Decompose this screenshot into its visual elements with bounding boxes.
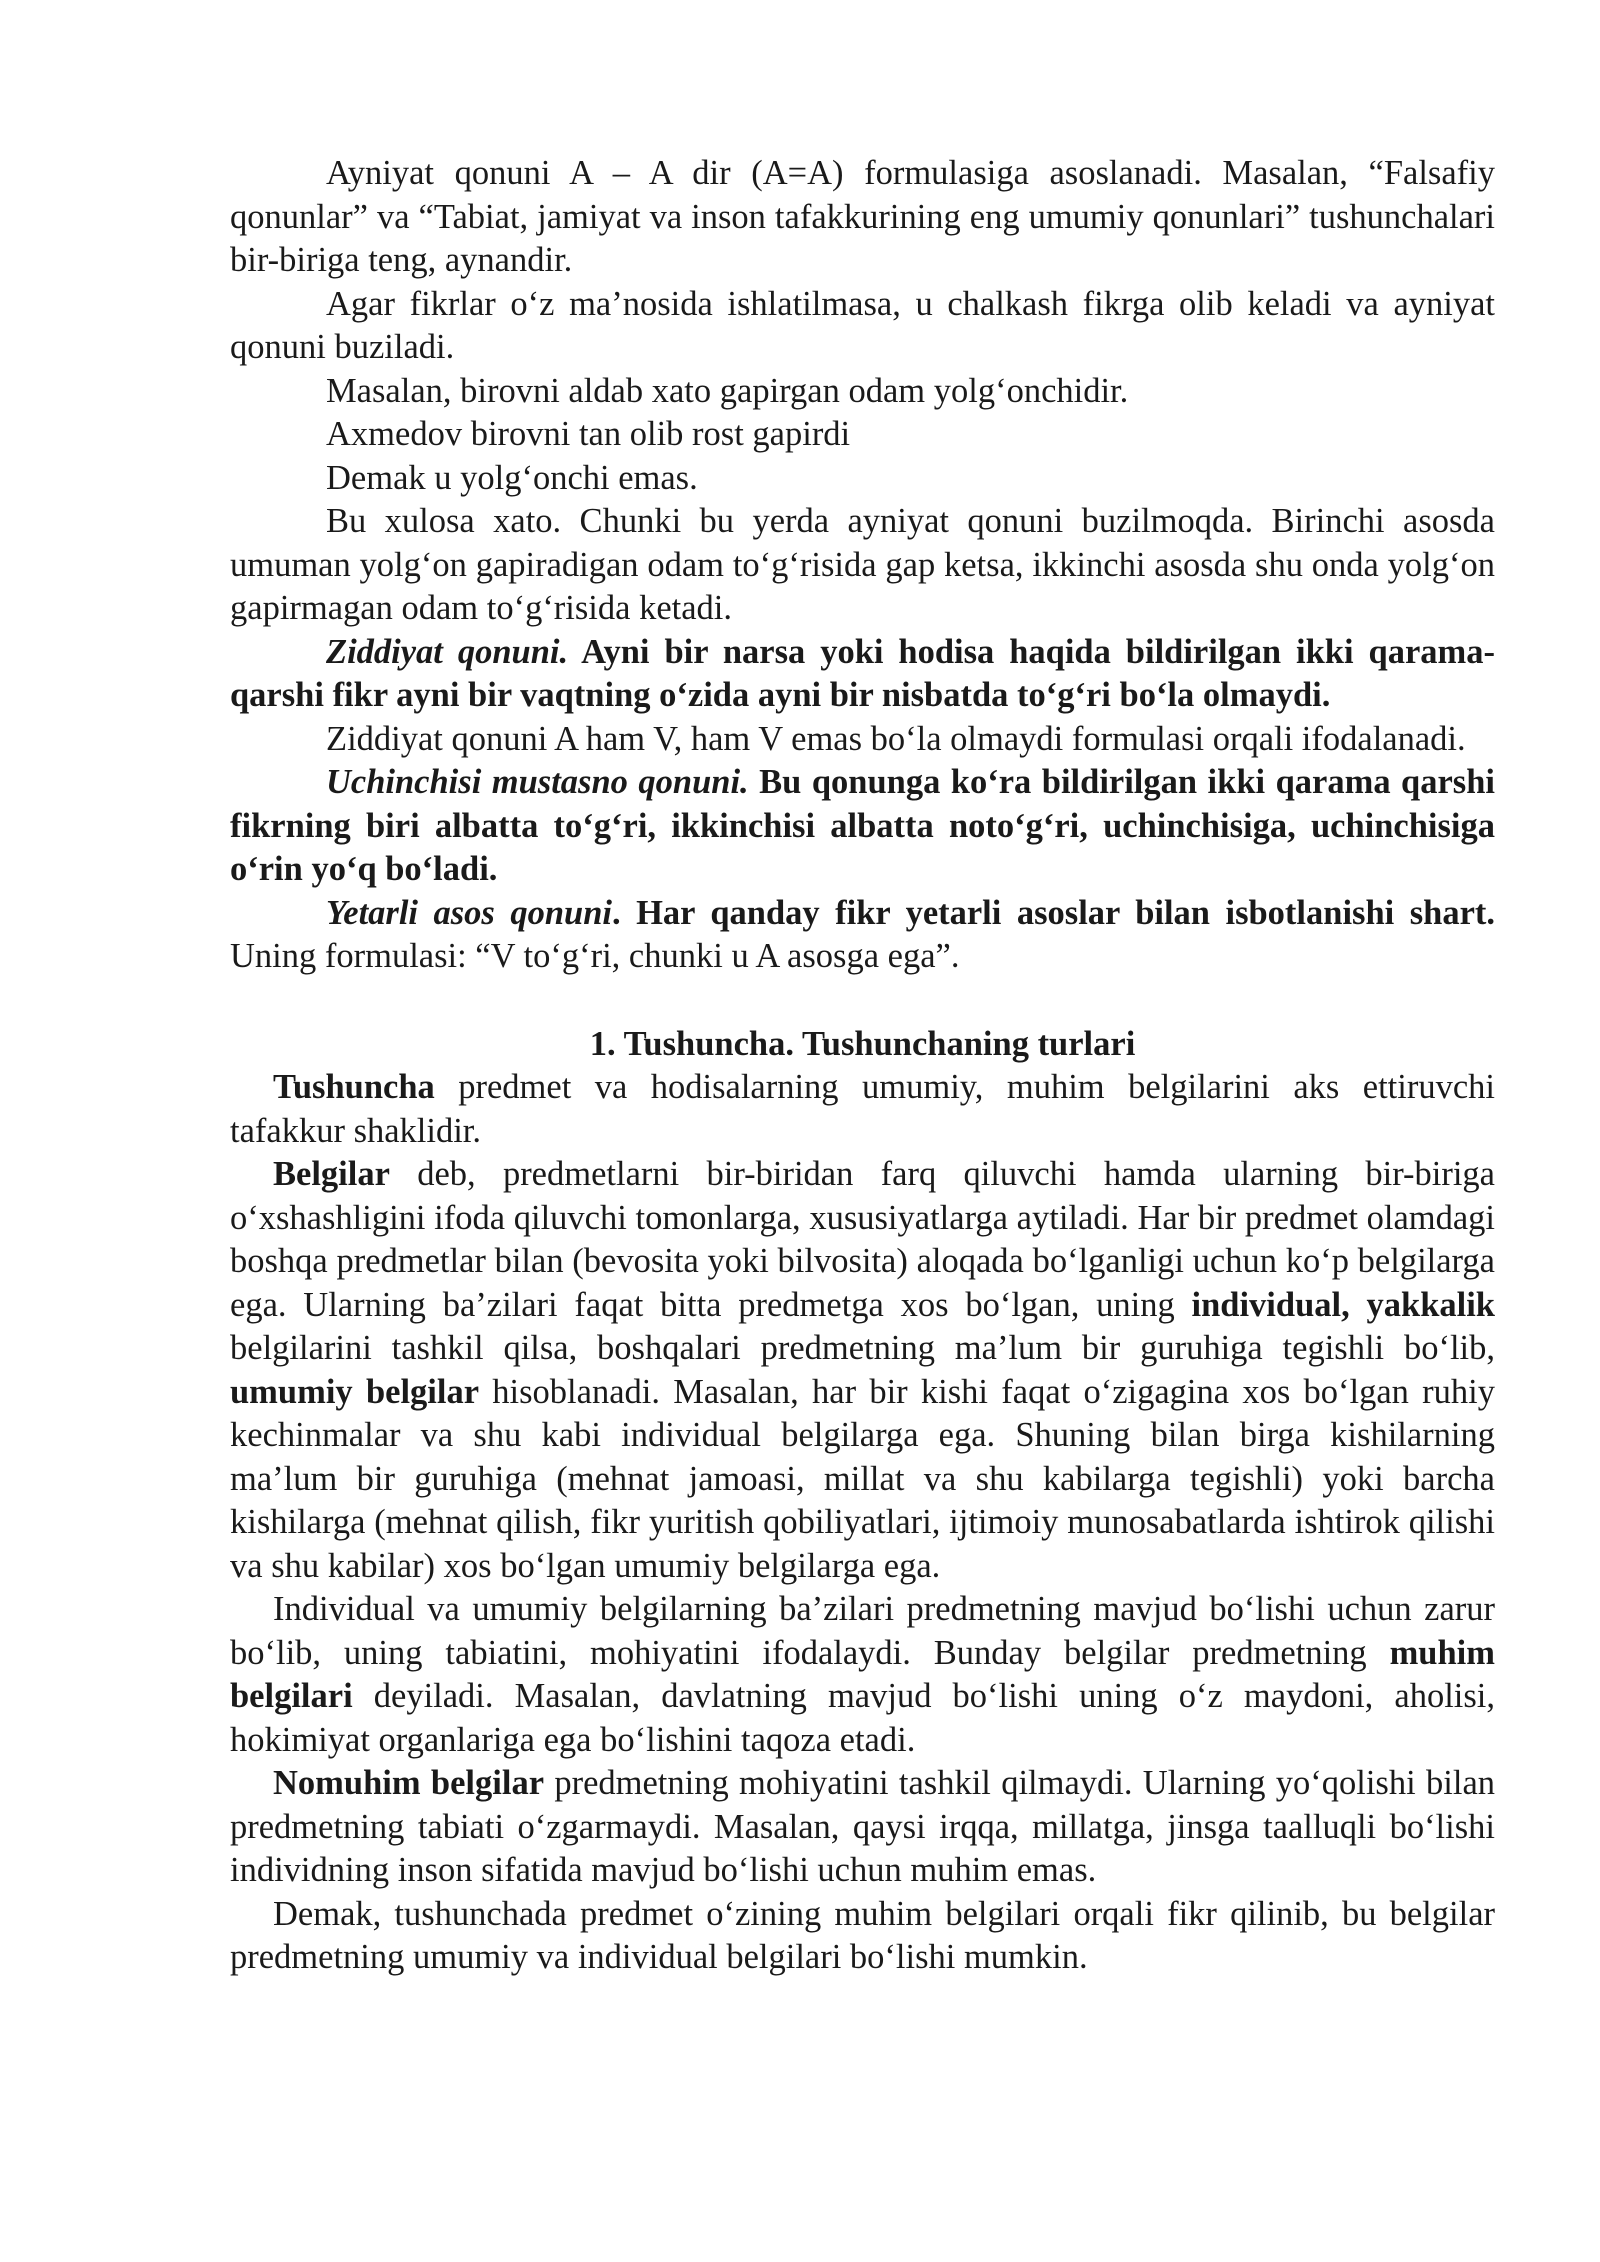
yetarli-formula: Uning formulasi: “V to‘g‘ri, chunki u A asosga ega”. [230,937,960,975]
paragraph-tushuncha [230,1066,1495,1153]
paragraph-yetarli [230,892,1495,979]
uchinchisi-title: Uchinchisi mustasno qonuni. [326,763,749,801]
paragraph-demak: Demak, tushunchada predmet o‘zining muhim belgilari orqali fikr qilinib, bu belgilar predmetning umumiy va individual belgilari bo‘lishi mumkin. [230,1894,1495,1976]
paragraph-ayniyat-broken: Agar fikrlar o‘z ma’nosida ishlatilmasa, u chalkash fikrga olib keladi va ayniyat qonuni buziladi. [230,284,1495,366]
muhim-text-2: deyiladi. Masalan, davlatning mavjud bo‘lishi uning o‘z maydoni, aholisi, hokimiyat organlariga ega bo‘lishini taqoza etadi. [230,1677,1495,1759]
document-page [230,152,1495,1980]
paragraph-muhim [230,1588,1495,1762]
paragraph-example-3: Demak u yolg‘onchi emas. [326,458,698,497]
paragraph-uchinchisi [230,761,1495,892]
yetarli-title: Yetarli asos qonuni [326,893,612,932]
paragraph-example-2: Axmedov birovni tan olib rost gapirdi [326,415,851,453]
individual-term: individual, yakkalik [1191,1285,1495,1324]
ziddiyat-title: Ziddiyat qonuni. [326,632,569,671]
paragraph-nomuhim [230,1762,1495,1893]
paragraph-ayniyat-formula: Ayniyat qonuni A – A dir (A=A) formulasiga asoslanadi. Masalan, “Falsafiy qonunlar” va “Tabiat, jamiyat va inson tafakkurining eng umumiy qonunlari” tushunchalari bir-biriga teng, aynandir. [230,154,1495,279]
paragraph-ziddiyat-formula: Ziddiyat qonuni A ham V, ham V emas bo‘la olmaydi formulasi orqali ifodalanadi. [326,719,1466,758]
ziddiyat-definition: Ayni bir narsa yoki hodisa haqida bildirilgan ikki qarama-qarshi fikr ayni bir vaqtning o‘zida ayni bir nisbatda to‘g‘ri bo‘la olmaydi. [230,632,1495,714]
paragraph-conclusion-error: Bu xulosa xato. Chunki bu yerda ayniyat qonuni buzilmoqda. Birinchi asosda umuman yolg‘on gapiradigan odam to‘g‘risida gap ketsa, ikkinchi asosda shu onda yolg‘on gapirmagan odam to‘g‘risida ketadi. [230,502,1495,627]
belgilar-text-1: deb, predmetlarni bir-biridan farq qiluvchi hamda ularning bir-biriga o‘xshashligini ifoda qiluvchi tomonlarga, xususiyatlarga aytiladi. Har bir predmet olamdagi boshqa predmetlar bilan (bevosita yoki bilvosita) aloqada bo‘lganligi uchun ko‘p belgilarga ega. Ularning ba’zilari faqat bitta predmetga xos bo‘lgan, uning [230,1155,1495,1324]
belgilar-term: Belgilar [273,1155,390,1193]
tushuncha-term: Tushuncha [273,1068,435,1106]
section-heading: 1. Tushuncha. Tushunchaning turlari [589,1024,1136,1063]
nomuhim-term: Nomuhim belgilar [273,1764,545,1802]
umumiy-term: umumiy belgilar [230,1372,480,1411]
belgilar-text-2: belgilarini tashkil qilsa, boshqalari predmetning ma’lum bir guruhiga tegishli bo‘lib, [230,1329,1495,1367]
paragraph-ziddiyat [230,631,1495,718]
tushuncha-definition: predmet va hodisalarning umumiy, muhim belgilarini aks ettiruvchi tafakkur shaklidir. [230,1068,1495,1150]
muhim-term: muhim belgilari [230,1633,1495,1715]
muhim-text-1: Individual va umumiy belgilarning ba’zilari predmetning mavjud bo‘lishi uchun zarur bo‘lib, uning tabiatini, mohiyatini ifodalaydi. Bunday belgilar predmetning [230,1590,1495,1672]
uchinchisi-definition: Bu qonunga ko‘ra bildirilgan ikki qarama qarshi fikrning biri albatta to‘g‘ri, ikkinchisi albatta noto‘g‘ri, uchinchisiga, uchinchisiga o‘rin yo‘q bo‘ladi. [230,763,1495,888]
belgilar-text-3: hisoblanadi. Masalan, har bir kishi faqat o‘zigagina xos bo‘lgan ruhiy kechinmalar va shu kabi individual belgilarga ega. Shuning bilan birga kishilarning ma’lum bir guruhiga (mehnat jamoasi, millat va shu kabilarga tegishli) yoki barcha kishilarga (mehnat qilish, fikr yuritish qobiliyatlari, ijtimoiy munosabatlarda ishtirok qilishi va shu kabilar) xos bo‘lgan umumiy belgilarga ega. [230,1372,1495,1585]
paragraph-example-1: Masalan, birovni aldab xato gapirgan odam yolg‘onchidir. [326,371,1129,410]
paragraph-belgilar [230,1153,1495,1588]
nomuhim-definition: predmetning mohiyatini tashkil qilmaydi. Ularning yo‘qolishi bilan predmetning tabiati o‘zgarmaydi. Masalan, qaysi irqqa, millatga, jinsga taalluqli bo‘lishi individning inson sifatida mavjud bo‘lishi uchun muhim emas. [230,1764,1496,1889]
yetarli-definition: . Har qanday fikr yetarli asoslar bilan isbotlanishi shart. [611,893,1495,932]
